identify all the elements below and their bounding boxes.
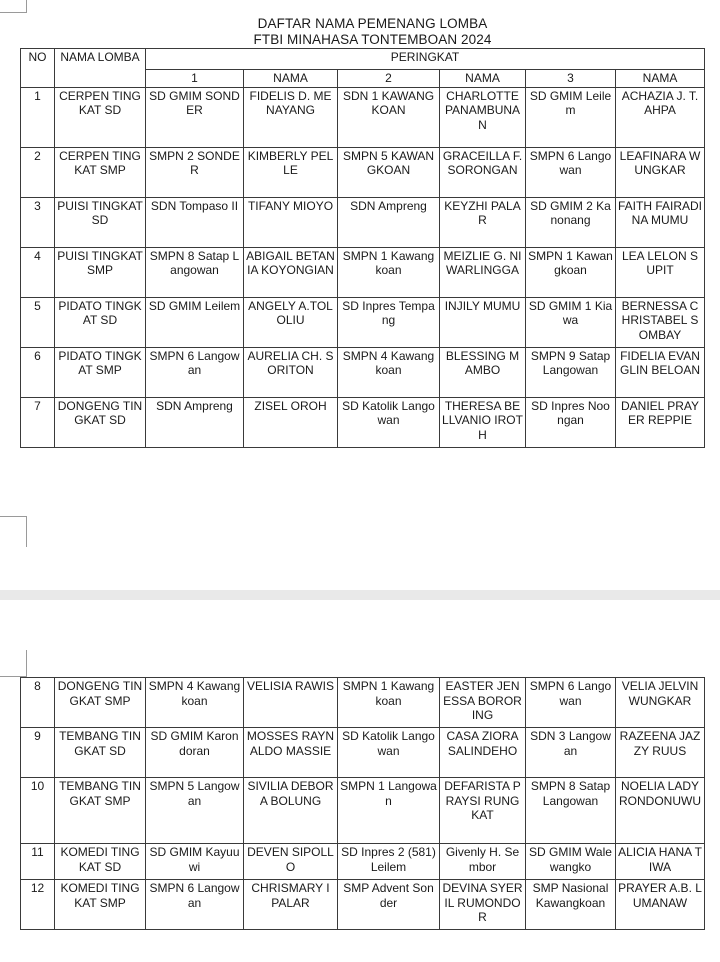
rank-3-school: SD Inpres Noongan <box>526 397 616 447</box>
competition-name: KOMEDI TINGKAT SMP <box>55 880 146 930</box>
winners-table-part-1 <box>20 48 705 448</box>
rank-2-school: SMPN 1 Kawangkoan <box>338 247 440 297</box>
document-title: DAFTAR NAMA PEMENANG LOMBA <box>257 16 488 31</box>
rank-3-name: LEAFINARA WUNGKAR <box>616 147 705 197</box>
rank-3-name: FAITH FAIRADINA MUMU <box>616 197 705 247</box>
rank-1-name: SIVILIA DEBORA BOLUNG <box>244 778 338 844</box>
header-rank-1: 1 <box>146 70 244 88</box>
competition-name: PUISI TINGKAT SD <box>55 197 146 247</box>
header-nama: NAMA <box>616 70 705 88</box>
competition-name: PIDATO TINGKAT SD <box>55 297 146 347</box>
rank-1-name: DEVEN SIPOLLO <box>244 844 338 880</box>
rank-2-school: SMPN 1 Kawangkoan <box>338 678 440 728</box>
rank-1-school: SMPN 4 Kawangkoan <box>146 678 244 728</box>
rank-3-school: SMPN 6 Langowan <box>526 147 616 197</box>
rank-2-school: SMP Advent Sonder <box>338 880 440 930</box>
table-row <box>21 397 705 447</box>
rank-2-school: SMPN 4 Kawangkoan <box>338 347 440 397</box>
rank-2-name: Givenly H. Sembor <box>440 844 526 880</box>
rank-1-school: SMPN 6 Langowan <box>146 880 244 930</box>
rank-1-school: SMPN 5 Langowan <box>146 778 244 844</box>
table-body <box>21 87 705 447</box>
rank-2-name: INJILY MUMU <box>440 297 526 347</box>
row-number: 8 <box>21 678 55 728</box>
competition-name: CERPEN TINGKAT SD <box>55 87 146 147</box>
rank-2-school: SD Inpres 2 (581) Leilem <box>338 844 440 880</box>
rank-3-school: SMPN 6 Langowan <box>526 678 616 728</box>
rank-3-name: FIDELIA EVANGLIN BELOAN <box>616 347 705 397</box>
rank-3-name: ACHAZIA J. T. AHPA <box>616 87 705 147</box>
row-number: 12 <box>21 880 55 930</box>
rank-3-name: BERNESSA CHRISTABEL SOMBAY <box>616 297 705 347</box>
competition-name: DONGENG TINGKAT SD <box>55 397 146 447</box>
rank-3-school: SD GMIM Leilem <box>526 87 616 147</box>
rank-2-school: SDN 1 KAWANGKOAN <box>338 87 440 147</box>
header-nama: NAMA <box>440 70 526 88</box>
rank-2-name: EASTER JENESSA BORORING <box>440 678 526 728</box>
crop-mark <box>0 0 27 13</box>
rank-1-school: SDN Ampreng <box>146 397 244 447</box>
rank-3-school: SDN 3 Langowan <box>526 728 616 778</box>
table-row <box>21 197 705 247</box>
rank-1-name: MOSSES RAYNALDO MASSIE <box>244 728 338 778</box>
rank-2-name: MEIZLIE G. NIWARLINGGA <box>440 247 526 297</box>
rank-1-name: FIDELIS D. MENAYANG <box>244 87 338 147</box>
header-peringkat: PERINGKAT <box>146 49 705 70</box>
header-rank-2: 2 <box>338 70 440 88</box>
competition-name: PUISI TINGKAT SMP <box>55 247 146 297</box>
row-number: 1 <box>21 87 55 147</box>
rank-1-school: SDN Tompaso II <box>146 197 244 247</box>
rank-2-name: KEYZHI PALAR <box>440 197 526 247</box>
rank-2-school: SDN Ampreng <box>338 197 440 247</box>
rank-1-school: SMPN 8 Satap Langowan <box>146 247 244 297</box>
rank-2-school: SMPN 5 KAWANGKOAN <box>338 147 440 197</box>
row-number: 9 <box>21 728 55 778</box>
rank-2-school: SMPN 1 Langowan <box>338 778 440 844</box>
row-number: 2 <box>21 147 55 197</box>
table-row <box>21 347 705 397</box>
rank-3-name: LEA LELON SUPIT <box>616 247 705 297</box>
rank-2-name: DEVINA SYERIL RUMONDOR <box>440 880 526 930</box>
rank-1-school: SMPN 2 SONDER <box>146 147 244 197</box>
table-row <box>21 880 705 930</box>
header-no: NO <box>21 49 55 88</box>
rank-1-name: ABIGAIL BETANIA KOYONGIAN <box>244 247 338 297</box>
competition-name: CERPEN TINGKAT SMP <box>55 147 146 197</box>
rank-1-school: SD GMIM SONDER <box>146 87 244 147</box>
rank-3-name: RAZEENA JAZZY RUUS <box>616 728 705 778</box>
header-rank-3: 3 <box>526 70 616 88</box>
table-row <box>21 844 705 880</box>
table-row <box>21 247 705 297</box>
rank-1-name: ANGELY A.TOLOLIU <box>244 297 338 347</box>
rank-2-school: SD Katolik Langowan <box>338 728 440 778</box>
rank-1-school: SD GMIM Kayuuwi <box>146 844 244 880</box>
rank-2-name: THERESA BELLVANIO IROTH <box>440 397 526 447</box>
rank-1-name: AURELIA CH. SORITON <box>244 347 338 397</box>
table-row <box>21 678 705 728</box>
rank-1-name: VELISIA RAWIS <box>244 678 338 728</box>
rank-1-name: TIFANY MIOYO <box>244 197 338 247</box>
rank-1-school: SMPN 6 Langowan <box>146 347 244 397</box>
rank-2-name: CHARLOTTE PANAMBUNAN <box>440 87 526 147</box>
rank-3-school: SMPN 8 Satap Langowan <box>526 778 616 844</box>
competition-name: KOMEDI TINGKAT SD <box>55 844 146 880</box>
rank-1-school: SD GMIM Karondoran <box>146 728 244 778</box>
table-body <box>21 678 705 930</box>
rank-2-school: SD Inpres Tempang <box>338 297 440 347</box>
rank-2-name: CASA ZIORA SALINDEHO <box>440 728 526 778</box>
rank-1-school: SD GMIM Leilem <box>146 297 244 347</box>
rank-2-name: GRACEILLA F. SORONGAN <box>440 147 526 197</box>
rank-3-name: DANIEL PRAYER REPPIE <box>616 397 705 447</box>
rank-2-name: DEFARISTA PRAYSI RUNGKAT <box>440 778 526 844</box>
rank-1-name: CHRISMARY I PALAR <box>244 880 338 930</box>
table-row <box>21 147 705 197</box>
crop-mark <box>0 650 27 677</box>
rank-3-school: SMPN 1 Kawangkoan <box>526 247 616 297</box>
rank-2-name: BLESSING MAMBO <box>440 347 526 397</box>
table-row <box>21 728 705 778</box>
competition-name: PIDATO TINGKAT SMP <box>55 347 146 397</box>
rank-3-school: SMPN 9 Satap Langowan <box>526 347 616 397</box>
row-number: 6 <box>21 347 55 397</box>
rank-1-name: ZISEL OROH <box>244 397 338 447</box>
rank-1-name: KIMBERLY PELLE <box>244 147 338 197</box>
header-nama-lomba: NAMA LOMBA <box>55 49 146 88</box>
rank-3-name: ALICIA HANA TIWA <box>616 844 705 880</box>
row-number: 5 <box>21 297 55 347</box>
competition-name: TEMBANG TINGKAT SMP <box>55 778 146 844</box>
competition-name: DONGENG TINGKAT SMP <box>55 678 146 728</box>
row-number: 7 <box>21 397 55 447</box>
document-page-2 <box>0 600 720 962</box>
row-number: 10 <box>21 778 55 844</box>
winners-table-part-2 <box>20 677 705 930</box>
row-number: 3 <box>21 197 55 247</box>
table-row <box>21 778 705 844</box>
table-row <box>21 297 705 347</box>
rank-3-school: SD GMIM Walewangko <box>526 844 616 880</box>
rank-2-school: SD Katolik Langowan <box>338 397 440 447</box>
table-row <box>21 87 705 147</box>
table-header-row <box>21 49 705 70</box>
rank-3-name: NOELIA LADY RONDONUWU <box>616 778 705 844</box>
competition-name: TEMBANG TINGKAT SD <box>55 728 146 778</box>
row-number: 4 <box>21 247 55 297</box>
document-subtitle: FTBI MINAHASA TONTEMBOAN 2024 <box>253 32 492 47</box>
row-number: 11 <box>21 844 55 880</box>
rank-3-name: VELIA JELVIN WUNGKAR <box>616 678 705 728</box>
crop-mark <box>0 516 27 547</box>
rank-3-school: SD GMIM 2 Kanonang <box>526 197 616 247</box>
rank-3-school: SMP Nasional Kawangkoan <box>526 880 616 930</box>
rank-3-school: SD GMIM 1 Kiawa <box>526 297 616 347</box>
header-nama: NAMA <box>244 70 338 88</box>
rank-3-name: PRAYER A.B. LUMANAW <box>616 880 705 930</box>
